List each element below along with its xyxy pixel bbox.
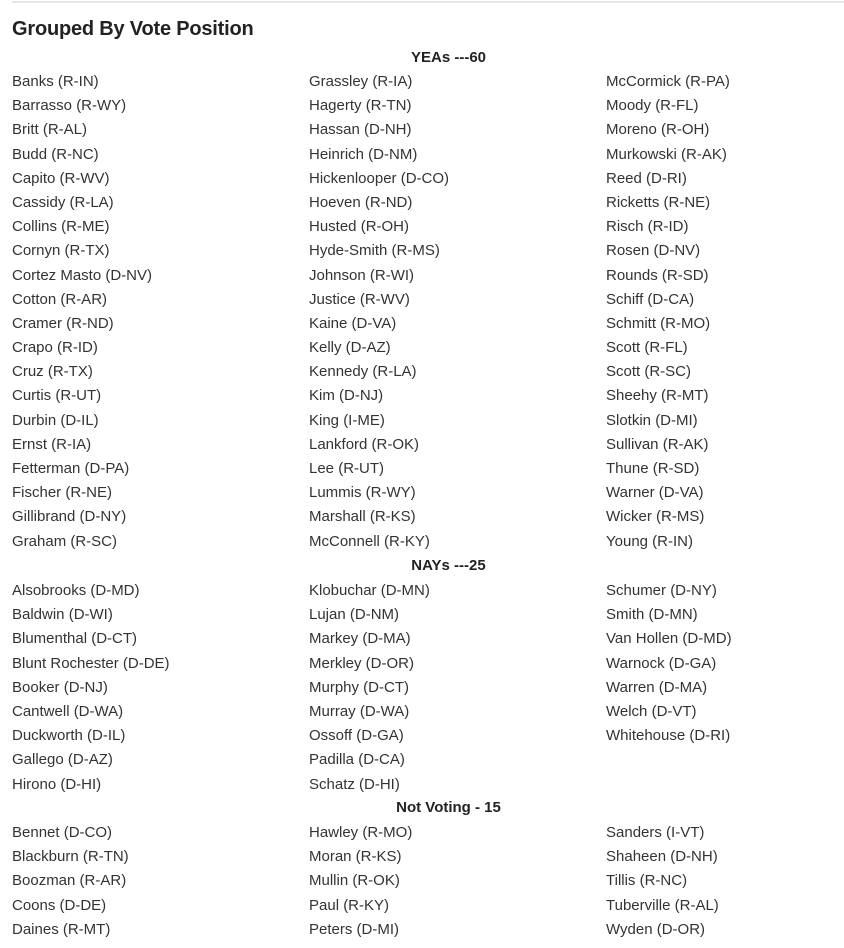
senator-name: Shaheen (D-NH) [606, 848, 718, 866]
senator-name: Heinrich (D-NM) [309, 145, 418, 163]
senator-name: Cotton (R-AR) [12, 290, 108, 308]
senator-name: Ossoff (D-GA) [309, 727, 404, 745]
senator-name: Cramer (R-ND) [12, 314, 114, 332]
senator-name: Reed (D-RI) [606, 169, 687, 187]
senator-name: Thune (R-SD) [606, 460, 700, 477]
empty-cell [606, 773, 842, 797]
senator-name: Cruz (R-TX) [12, 363, 93, 381]
senator-name: Johnson (R-WI) [309, 266, 415, 284]
senator-name: Paul (R-KY) [309, 896, 390, 914]
senator-name: Cortez Masto (D-NV) [12, 266, 153, 284]
senator-name: Daines (R-MT) [12, 920, 111, 938]
senator-name: Coons (D-DE) [12, 896, 107, 914]
senator-name: Moody (R-FL) [606, 97, 699, 115]
senator-name: Marshall (R-KS) [309, 508, 416, 526]
senator-name: Blumenthal (D-CT) [12, 630, 138, 648]
senator-name: Cantwell (D-WA) [12, 702, 124, 720]
senator-name: Blackburn (R-TN) [12, 848, 129, 866]
senator-name: Baldwin (D-WI) [12, 606, 113, 624]
senator-name: Klobuchar (D-MN) [309, 582, 430, 599]
senator-name: Moran (R-KS) [309, 848, 402, 866]
name-grid-not-voting [12, 821, 842, 942]
senator-name: Wyden (D-OR) [606, 920, 706, 938]
senator-name: Schiff (D-CA) [606, 290, 695, 308]
senator-name: King (I-ME) [309, 411, 385, 429]
senator-name: Husted (R-OH) [309, 218, 410, 236]
senator-name: Padilla (D-CA) [309, 751, 405, 769]
senator-name: Murkowski (R-AK) [606, 145, 727, 163]
senator-name: Barrasso (R-WY) [12, 97, 127, 115]
group-heading-yeas: YEAs ---60 [410, 49, 487, 66]
senator-name: Cassidy (R-LA) [12, 193, 114, 211]
senator-name: Fischer (R-NE) [12, 484, 112, 502]
senator-name: Lee (R-UT) [309, 460, 385, 477]
senator-name: Warner (D-VA) [606, 484, 704, 502]
senator-name: Banks (R-IN) [12, 73, 99, 90]
group-heading-nays: NAYs ---25 [411, 557, 486, 574]
senator-name: Sheehy (R-MT) [606, 387, 709, 405]
senator-name: Schumer (D-NY) [606, 582, 717, 599]
senator-name: Schatz (D-HI) [309, 775, 400, 793]
senator-name: Sullivan (R-AK) [606, 435, 709, 453]
senator-name: Rounds (R-SD) [606, 266, 709, 284]
senator-name: Duckworth (D-IL) [12, 727, 126, 745]
senator-name: Scott (R-SC) [606, 363, 692, 381]
senator-name: Warren (D-MA) [606, 678, 708, 696]
senator-name: Booker (D-NJ) [12, 678, 108, 696]
senator-name: Capito (R-WV) [12, 169, 110, 187]
senator-name: Young (R-IN) [606, 532, 693, 550]
senator-name: Kaine (D-VA) [309, 314, 397, 332]
senator-name: Tillis (R-NC) [606, 872, 688, 890]
empty-cell [606, 748, 842, 772]
senator-name: Mullin (R-OK) [309, 872, 400, 890]
senator-name: Hagerty (R-TN) [309, 97, 412, 115]
senator-name: Kennedy (R-LA) [309, 363, 417, 381]
senator-name: Lummis (R-WY) [309, 484, 416, 502]
senator-name: Gallego (D-AZ) [12, 751, 113, 769]
senator-name: Bennet (D-CO) [12, 824, 113, 841]
senator-name: Justice (R-WV) [309, 290, 410, 308]
senator-name: Murphy (D-CT) [309, 678, 409, 696]
senator-name: Schmitt (R-MO) [606, 314, 711, 332]
senator-name: Blunt Rochester (D-DE) [12, 654, 170, 672]
senator-name: Budd (R-NC) [12, 145, 99, 163]
senator-name: McCormick (R-PA) [606, 73, 730, 90]
senator-name: Hirono (D-HI) [12, 775, 102, 793]
senator-name: Kelly (D-AZ) [309, 339, 391, 357]
senator-name: Durbin (D-IL) [12, 411, 99, 429]
senator-name: Hassan (D-NH) [309, 121, 412, 139]
name-grid-yeas [12, 70, 842, 554]
senator-name: Ricketts (R-NE) [606, 193, 711, 211]
senator-name: Smith (D-MN) [606, 606, 698, 624]
senator-name: Collins (R-ME) [12, 218, 110, 236]
senator-name: Britt (R-AL) [12, 121, 87, 139]
senator-name: Curtis (R-UT) [12, 387, 102, 405]
senator-name: Murray (D-WA) [309, 702, 410, 720]
page-title: Grouped By Vote Position [12, 18, 254, 40]
senator-name: Merkley (D-OR) [309, 654, 414, 672]
senator-name: Hoeven (R-ND) [309, 193, 413, 211]
senator-name: Hyde-Smith (R-MS) [309, 242, 440, 260]
senator-name: Wicker (R-MS) [606, 508, 705, 526]
senator-name: Slotkin (D-MI) [606, 411, 698, 429]
group-heading-not-voting: Not Voting - 15 [396, 799, 501, 816]
senator-name: Rosen (D-NV) [606, 242, 701, 260]
senator-name: Lujan (D-NM) [309, 606, 400, 624]
senator-name: Welch (D-VT) [606, 702, 697, 720]
senator-name: Ernst (R-IA) [12, 435, 92, 453]
top-divider [12, 1, 844, 3]
senator-name: Crapo (R-ID) [12, 339, 98, 357]
senator-name: Risch (R-ID) [606, 218, 689, 236]
senator-name: Cornyn (R-TX) [12, 242, 110, 260]
senator-name: Markey (D-MA) [309, 630, 411, 648]
name-grid-nays [12, 579, 842, 797]
senator-name: Gillibrand (D-NY) [12, 508, 127, 526]
senator-name: Alsobrooks (D-MD) [12, 582, 140, 599]
senator-name: Grassley (R-IA) [309, 73, 413, 90]
senator-name: McConnell (R-KY) [309, 532, 430, 550]
senator-name: Hickenlooper (D-CO) [309, 169, 450, 187]
senator-name: Sanders (I-VT) [606, 824, 705, 841]
senator-name: Peters (D-MI) [309, 920, 399, 938]
senator-name: Boozman (R-AR) [12, 872, 127, 890]
senator-name: Warnock (D-GA) [606, 654, 717, 672]
senator-name: Whitehouse (D-RI) [606, 727, 731, 745]
senator-name: Graham (R-SC) [12, 532, 118, 550]
senator-name: Lankford (R-OK) [309, 435, 420, 453]
senator-name: Kim (D-NJ) [309, 387, 384, 405]
senator-name: Moreno (R-OH) [606, 121, 710, 139]
senator-name: Hawley (R-MO) [309, 824, 413, 841]
senator-name: Van Hollen (D-MD) [606, 630, 732, 648]
senator-name: Fetterman (D-PA) [12, 460, 130, 477]
senator-name: Scott (R-FL) [606, 339, 688, 357]
senator-name: Tuberville (R-AL) [606, 896, 719, 914]
